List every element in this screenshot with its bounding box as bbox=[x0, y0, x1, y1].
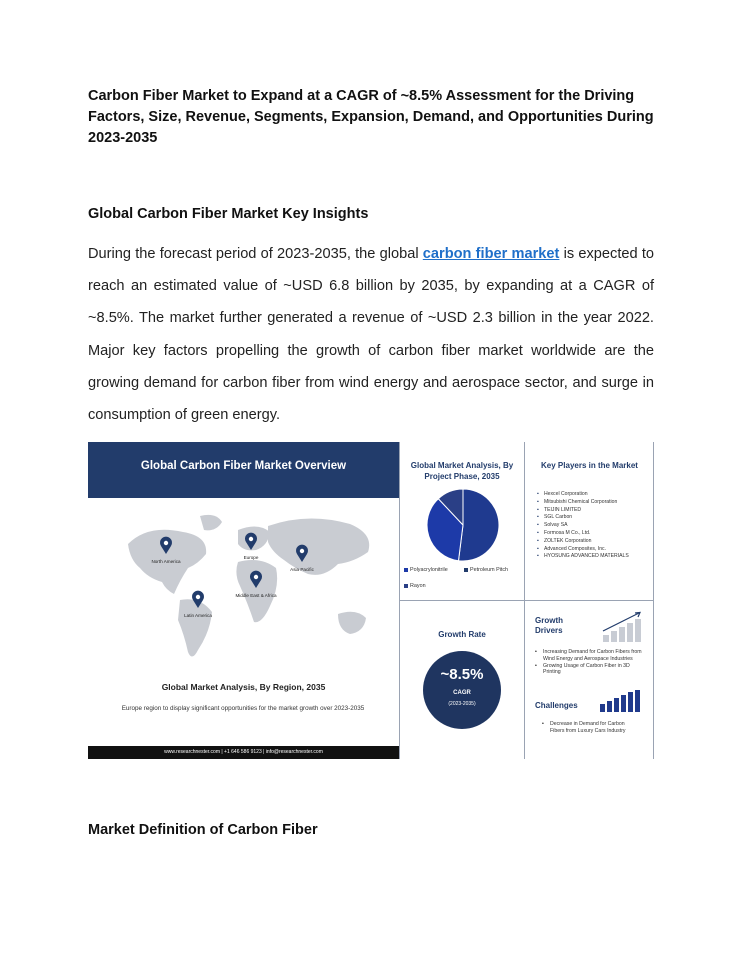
key-player-item: ▪ Formosa M Co., Ltd. bbox=[537, 530, 634, 538]
australia-shape bbox=[338, 612, 366, 634]
key-players-list bbox=[537, 491, 634, 561]
project-phase-panel bbox=[400, 442, 524, 600]
region-label-latin-america: Latin America bbox=[184, 613, 212, 618]
pie-slice-polyacrylonitrile bbox=[458, 489, 499, 561]
drivers-challenges-panel bbox=[525, 601, 654, 759]
world-map bbox=[88, 502, 399, 677]
overview-panel bbox=[88, 442, 399, 759]
key-players-panel bbox=[525, 442, 654, 600]
key-player-item: ▪ Advanced Composites, Inc. bbox=[537, 546, 634, 554]
overview-header bbox=[88, 442, 399, 498]
asia-shape bbox=[268, 518, 369, 574]
paragraph-text-before: During the forecast period of 2023-2035, the global bbox=[88, 246, 423, 262]
legend-swatch bbox=[404, 568, 408, 572]
growth-bar-chart-icon bbox=[601, 611, 645, 643]
growth-rate-title: Growth Rate bbox=[438, 630, 486, 639]
key-player-item: ▪ Solvay SA bbox=[537, 522, 634, 530]
legend-label: Petroleum Pitch bbox=[470, 567, 509, 573]
key-player-item: ▪ ZOLTEK Corporation bbox=[537, 538, 634, 546]
growth-drivers-title bbox=[535, 616, 579, 636]
growth-driver-item: • Increasing Demand for Carbon Fibers from Wind Energy and Aerospace Industries bbox=[535, 649, 647, 663]
challenge-item: • Decrease in Demand for Carbon Fibers from Luxury Cars Industry bbox=[542, 721, 640, 735]
legend-swatch bbox=[464, 568, 468, 572]
region-label-europe: Europe bbox=[243, 555, 259, 560]
challenges-list bbox=[542, 721, 640, 735]
contact-footer bbox=[88, 746, 399, 759]
overview-title: Global Carbon Fiber Market Overview bbox=[140, 460, 347, 472]
cagr-label: CAGR bbox=[453, 690, 471, 696]
legend-label: Polyacrylonitrile bbox=[410, 567, 448, 573]
legend-item-petroleum-pitch bbox=[464, 567, 508, 573]
market-infographic bbox=[88, 442, 654, 759]
cagr-badge bbox=[423, 651, 501, 729]
growth-rate-panel bbox=[400, 601, 524, 759]
document-title: Carbon Fiber Market to Expand at a CAGR of ~8.5% Assessment for the Driving Factors, Size, Revenue, Segments, Expansion, Demand, and Opportunities During 2023-2035 bbox=[88, 88, 654, 146]
growth-driver-item: • Growing Usage of Carbon Fiber in 3D Printing bbox=[535, 663, 647, 677]
key-players-title: Key Players in the Market bbox=[541, 461, 638, 470]
legend-label: Rayon bbox=[410, 583, 426, 589]
challenges-title: Challenges bbox=[535, 701, 578, 710]
key-player-item: ▪ Hexcel Corporation bbox=[537, 491, 634, 499]
contact-footer-text: www.researchnester.com | +1 646 586 9123 | info@researchnester.com bbox=[164, 749, 323, 755]
project-phase-title: Global Market Analysis, By Project Phase, 2035 bbox=[410, 461, 514, 481]
greenland-shape bbox=[200, 515, 222, 530]
legend-item-rayon bbox=[404, 583, 426, 589]
region-label-middle-east-africa: Middle East & Africa bbox=[235, 593, 277, 598]
cagr-period: (2023-2035) bbox=[448, 701, 476, 707]
cagr-value: ~8.5% bbox=[440, 666, 484, 683]
region-label-north-america: North America bbox=[151, 559, 181, 564]
key-player-item: ▪ TEIJIN LIMITED bbox=[537, 507, 634, 515]
region-analysis-title: Global Market Analysis, By Region, 2035 bbox=[161, 682, 326, 692]
legend-item-polyacrylonitrile bbox=[404, 567, 448, 573]
project-phase-pie-chart bbox=[426, 488, 500, 562]
region-analysis-subtitle: Europe region to display significant opportunities for the market growth over 2023-2035 bbox=[121, 705, 365, 712]
africa-shape bbox=[236, 560, 277, 622]
key-player-item: ▪ Mitsubishi Chemical Corporation bbox=[537, 499, 634, 507]
challenges-bar-chart-icon bbox=[598, 689, 642, 713]
carbon-fiber-market-link[interactable]: carbon fiber market bbox=[422, 246, 560, 262]
section-heading: Global Carbon Fiber Market Key Insights bbox=[88, 206, 369, 222]
growth-drivers-list bbox=[535, 649, 647, 676]
key-player-item: ▪ SGL Carbon bbox=[537, 514, 634, 522]
key-player-item: ▪ HYOSUNG ADVANCED MATERIALS bbox=[537, 553, 634, 561]
south-america-shape bbox=[178, 599, 212, 656]
market-definition-heading: Market Definition of Carbon Fiber bbox=[88, 822, 318, 838]
region-label-asia-pacific: Asia Pacific bbox=[290, 567, 314, 572]
legend-swatch bbox=[404, 584, 408, 588]
insights-paragraph bbox=[88, 238, 654, 431]
paragraph-text-after: is expected to reach an estimated value of ~USD 6.8 billion by 2035, by expanding at a CAGR of ~8.5%. The market further generated a revenue of ~USD 2.3 billion in the year 2022. Major key factors propelling the growth of carbon fiber market worldwide are the growing demand for carbon fiber from wind energy and aerospace sector, and surge in consumption of green energy. bbox=[88, 246, 654, 424]
growth-drivers-title-text: Growth Drivers bbox=[535, 616, 563, 635]
